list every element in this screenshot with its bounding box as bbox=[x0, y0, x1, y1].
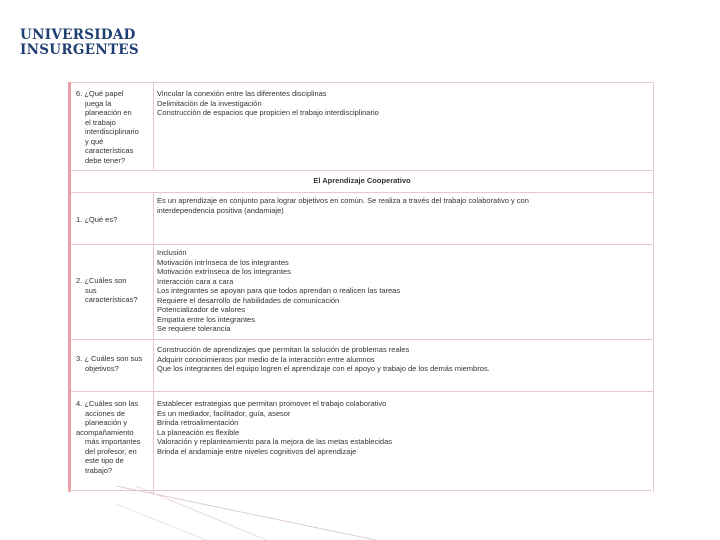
question-line: 2. ¿Cuáles son bbox=[76, 276, 127, 285]
question-cell bbox=[76, 399, 154, 475]
question-cell bbox=[76, 215, 154, 225]
question-line: 6. ¿Qué papel bbox=[76, 89, 124, 98]
question-line: acompañamiento bbox=[76, 427, 134, 437]
answer-cell bbox=[157, 345, 647, 374]
answer-line: Es un aprendizaje en conjunto para lograr objetivos en común. Se realiza a través del trabajo colaborativo y con bbox=[157, 196, 529, 205]
answer-cell bbox=[157, 89, 647, 118]
answer-line: Construcción de espacios que propicien el trabajo interdisciplinario bbox=[157, 108, 379, 117]
table-row bbox=[71, 244, 653, 340]
answer-line: Se requiere tolerancia bbox=[157, 324, 231, 333]
question-line: planeación y bbox=[85, 418, 128, 427]
question-line: sus bbox=[85, 285, 97, 295]
answer-line: Motivación intrínseca de los integrantes bbox=[157, 257, 289, 267]
question-line: objetivos? bbox=[85, 363, 119, 373]
answer-cell bbox=[157, 248, 647, 334]
answer-line: Brinda retroalimentación bbox=[157, 418, 239, 427]
answer-line: Construcción de aprendizajes que permitan la solución de problemas reales bbox=[157, 345, 410, 354]
question-line: acciones de bbox=[85, 408, 126, 418]
answer-line: interdependencia positiva (andamiaje) bbox=[157, 205, 284, 215]
question-cell bbox=[76, 354, 154, 373]
answer-line: Inclusión bbox=[157, 248, 187, 257]
question-line: juega la bbox=[85, 98, 112, 108]
university-logo bbox=[20, 28, 139, 58]
answer-line: Potencializador de valores bbox=[157, 305, 245, 314]
table-row bbox=[71, 82, 653, 171]
question-line: 4. ¿Cuáles son las bbox=[76, 399, 139, 408]
question-cell bbox=[76, 276, 154, 305]
answer-cell bbox=[157, 399, 647, 456]
question-line: y qué bbox=[85, 136, 104, 146]
question-line: características? bbox=[85, 295, 138, 304]
document-table bbox=[68, 82, 654, 492]
question-line: más importantes bbox=[85, 437, 141, 446]
question-line: características bbox=[85, 146, 134, 155]
answer-line: Vincular la conexión entre las diferentes disciplinas bbox=[157, 89, 327, 98]
answer-line: Delimitación de la investigación bbox=[157, 98, 262, 108]
question-line: planeación en bbox=[85, 108, 132, 117]
answer-line: Es un mediador, facilitador, guía, asesor bbox=[157, 408, 291, 418]
logo-line-2: INSURGENTES bbox=[20, 42, 139, 58]
answer-line: Los integrantes se apoyan para que todos aprendan o realicen las tareas bbox=[157, 286, 401, 295]
question-line: interdisciplinario bbox=[85, 127, 139, 136]
answer-line: Valoración y replanteamiento para la mejora de las metas establecidas bbox=[157, 437, 392, 446]
answer-line: Que los integrantes del equipo logren el aprendizaje con el apoyo y trabajo de los demás miembros. bbox=[157, 364, 490, 373]
question-line: trabajo? bbox=[85, 465, 113, 475]
section-header-row bbox=[71, 170, 653, 193]
answer-line: Brinda el andamiaje entre niveles cognitivos del aprendizaje bbox=[157, 446, 357, 456]
answer-line: La planeación es flexible bbox=[157, 427, 240, 437]
answer-line: Interacción cara a cara bbox=[157, 276, 234, 286]
decorative-diagonal-lines bbox=[116, 486, 376, 540]
answer-line: Adquirir conocimientos por medio de la interacción entre alumnos bbox=[157, 354, 375, 364]
question-line: 1. ¿Qué es? bbox=[76, 215, 118, 224]
question-line: debe tener? bbox=[85, 155, 126, 165]
question-line: este tipo de bbox=[85, 456, 124, 465]
table-row bbox=[71, 339, 653, 392]
logo-line-1: UNIVERSIDAD bbox=[20, 27, 136, 43]
table-row bbox=[71, 192, 653, 245]
answer-line: Requiere el desarrollo de habilidades de comunicación bbox=[157, 295, 340, 305]
answer-line: Establecer estrategias que permitan promover el trabajo colaborativo bbox=[157, 399, 387, 408]
question-line: del profesor, en bbox=[85, 446, 137, 456]
question-line: 3. ¿ Cuáles son sus bbox=[76, 354, 143, 363]
answer-cell bbox=[157, 196, 647, 215]
answer-line: Empatía entre los integrantes bbox=[157, 314, 255, 324]
question-line: el trabajo bbox=[85, 117, 116, 127]
answer-line: Motivación extrínseca de los integrantes bbox=[157, 267, 291, 276]
question-cell bbox=[76, 89, 154, 165]
table-row bbox=[71, 391, 653, 493]
section-title: El Aprendizaje Cooperativo bbox=[313, 176, 411, 185]
